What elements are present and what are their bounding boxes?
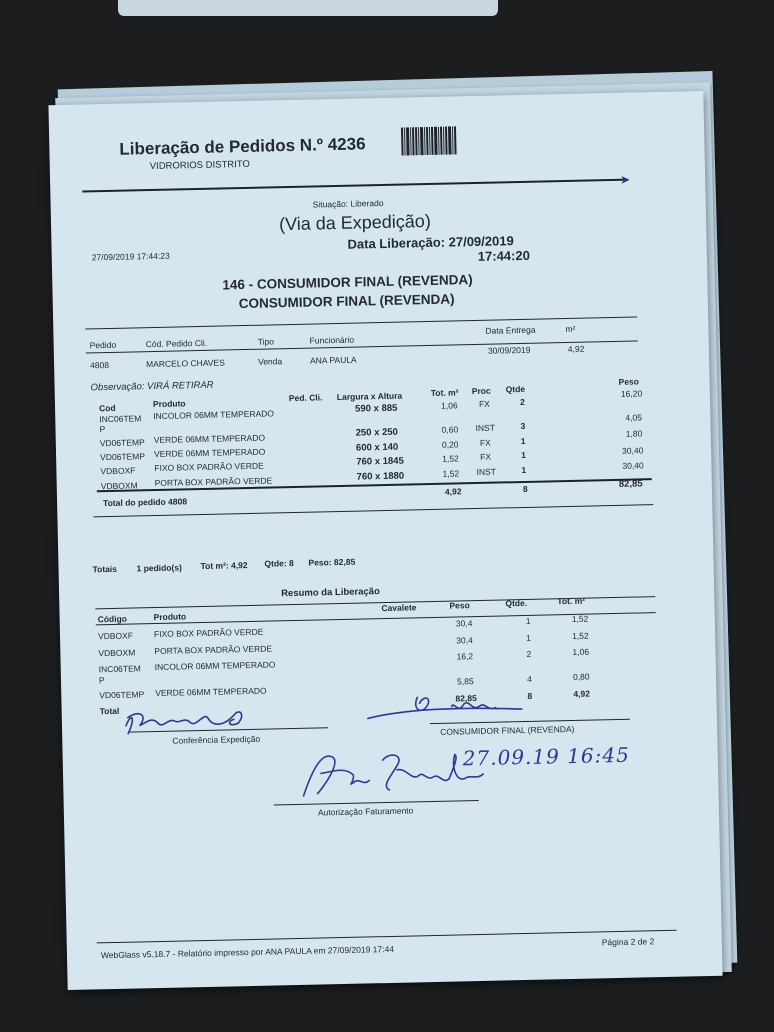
observacao: Observação: VIRÁ RETIRAR [90, 379, 214, 394]
resumo-row-tot-m2: 1,52 [572, 630, 589, 641]
row-dim: 600 x 140 [355, 441, 399, 454]
document-title: Liberação de Pedidos N.º 4236 [119, 134, 366, 159]
divider [85, 316, 637, 329]
resumo-row-codigo: VDBOXF [97, 630, 134, 642]
resumo-row-peso: 30,4 [456, 635, 473, 646]
items-total-label: Total do pedido 4808 [103, 496, 188, 509]
row-tot-m2: 1,52 [442, 453, 459, 464]
resumo-col-peso: Peso [449, 600, 470, 611]
totals-qtde: Qtde: 8 [264, 558, 294, 569]
col-ped-cli: Ped. Cli. [288, 392, 323, 404]
row-proc: FX [480, 451, 492, 462]
row-dim: 760 x 1845 [356, 455, 404, 468]
resumo-row-produto: INCOLOR 06MM TEMPERADO [154, 659, 276, 673]
row-proc: INST [475, 422, 496, 434]
value-cod-pedido-cli: MARCELO CHAVES [145, 357, 225, 370]
resumo-total-qtde: 8 [527, 690, 533, 701]
resumo-row-qtde: 4 [526, 673, 532, 684]
resumo-row-codigo: VDBOXM [98, 647, 136, 659]
label-conferencia-expedicao: Conferência Expedição [172, 733, 261, 746]
row-qtde: 2 [519, 396, 525, 408]
data-liberacao: Data Liberação: 27/09/2019 [347, 233, 514, 252]
signature-conferencia [121, 697, 272, 740]
situacao: Situação: Liberado [312, 197, 384, 210]
footer-divider [97, 930, 677, 944]
items-total-m2: 4,92 [444, 486, 462, 497]
resumo-col-codigo: Código [97, 613, 128, 625]
row-tot-m2: 1,06 [440, 400, 458, 411]
label-cod-pedido-cli: Cód. Pedido Cli. [145, 337, 208, 350]
resumo-col-tot-m2: Tot. m² [557, 595, 586, 607]
row-tot-m2: 0,20 [441, 439, 459, 450]
resumo-total-peso: 82,85 [455, 693, 477, 704]
row-qtde: 1 [520, 435, 526, 447]
row-proc: FX [478, 398, 491, 409]
resumo-row-peso: 16,2 [456, 651, 474, 662]
client-line-1: 146 - CONSUMIDOR FINAL (REVENDA) [222, 272, 473, 293]
data-liberacao-time: 17:44:20 [477, 247, 531, 264]
handwritten-date: 27.09.19 16:45 [462, 742, 631, 771]
value-tipo: Venda [257, 356, 283, 367]
resumo-row-peso: 30,4 [455, 618, 473, 629]
row-peso: 1,80 [625, 428, 643, 439]
signature-autorizacao [293, 744, 494, 808]
company-name: VIDRORIOS DISTRITO [149, 158, 251, 173]
label-tipo: Tipo [257, 336, 274, 347]
row-qtde: 1 [521, 449, 527, 461]
row-dim: 250 x 250 [355, 426, 399, 439]
label-pedido: Pedido [89, 339, 117, 351]
row-peso: 16,20 [620, 388, 643, 399]
col-qtde: Qtde [505, 383, 526, 395]
background-paper-strip [118, 0, 498, 16]
resumo-row-qtde: 1 [525, 615, 531, 626]
row-tot-m2: 0,60 [441, 424, 459, 435]
resumo-row-produto: FIXO BOX PADRÃO VERDE [153, 626, 264, 640]
row-produto: INCOLOR 06MM TEMPERADO [153, 408, 275, 422]
resumo-row-produto: PORTA BOX PADRÃO VERDE [154, 643, 273, 657]
client-line-2: CONSUMIDOR FINAL (REVENDA) [238, 291, 455, 312]
value-funcionario: ANA PAULA [309, 354, 357, 366]
label-m2: m² [565, 323, 576, 335]
col-produto: Produto [152, 398, 186, 410]
via-expedicao: (Via da Expedição) [278, 210, 432, 235]
value-data-entrega: 30/09/2019 [487, 344, 531, 356]
col-largura-altura: Largura x Altura [336, 390, 403, 403]
totals-peso: Peso: 82,85 [308, 556, 356, 568]
totals-label: Totais [92, 563, 118, 575]
items-total-peso: 82,85 [618, 478, 643, 490]
row-cod: INC06TEM [99, 413, 142, 425]
row-produto: VERDE 06MM TEMPERADO [153, 432, 266, 446]
footer-left: WebGlass v5.18.7 - Relatório impresso por ANA PAULA em 27/09/2019 17:44 [100, 943, 395, 961]
row-dim: 590 x 885 [355, 402, 398, 415]
resumo-row-codigo-cont: P [98, 675, 105, 686]
row-produto: PORTA BOX PADRÃO VERDE [154, 475, 273, 489]
document-page [48, 91, 722, 990]
row-cod: VD06TEMP [99, 437, 145, 449]
resumo-row-qtde: 1 [526, 632, 532, 643]
row-produto: VERDE 06MM TEMPERADO [153, 446, 266, 460]
row-peso: 4,05 [625, 412, 643, 423]
arrow-icon: ➤ [620, 172, 631, 187]
resumo-row-tot-m2: 1,52 [571, 613, 589, 624]
row-produto: FIXO BOX PADRÃO VERDE [154, 460, 264, 474]
row-peso: 30,40 [621, 445, 644, 456]
resumo-col-qtde: Qtde. [505, 597, 528, 609]
row-qtde: 1 [521, 464, 527, 476]
row-qtde: 3 [520, 420, 526, 432]
resumo-row-qtde: 2 [526, 648, 532, 659]
row-tot-m2: 1,52 [442, 468, 460, 479]
row-dim: 760 x 1880 [356, 470, 405, 483]
row-proc: INST [476, 466, 497, 477]
row-cod: VDBOXF [100, 465, 136, 477]
col-tot-m2: Tot. m² [430, 387, 459, 398]
totals-pedidos: 1 pedido(s) [136, 562, 182, 574]
resumo-col-cavalete: Cavalete [381, 602, 417, 614]
value-pedido: 4808 [90, 359, 110, 371]
resumo-row-tot-m2: 0,80 [572, 671, 590, 682]
print-datetime: 27/09/2019 17:44:23 [91, 250, 170, 263]
resumo-title: Resumo da Liberação [281, 586, 380, 600]
row-proc: FX [479, 437, 491, 448]
label-data-entrega: Data Entrega [485, 324, 536, 336]
col-peso: Peso [618, 376, 640, 387]
header-divider [82, 179, 627, 193]
resumo-row-codigo: INC06TEM [98, 663, 141, 675]
resumo-row-codigo: VD06TEMP [99, 689, 145, 701]
row-peso: 30,40 [622, 460, 644, 471]
label-funcionario: Funcionário [309, 334, 355, 346]
items-total-qtde: 8 [522, 483, 528, 494]
value-m2: 4,92 [567, 343, 585, 354]
footer-page-number: Página 2 de 2 [601, 936, 655, 948]
col-proc: Proc [471, 385, 491, 397]
label-consumidor-final: CONSUMIDOR FINAL (REVENDA) [440, 723, 575, 737]
col-cod: Cod [98, 402, 116, 414]
signature-consumidor [361, 685, 532, 725]
resumo-row-tot-m2: 1,06 [572, 646, 590, 657]
resumo-total-label: Total [99, 705, 120, 717]
label-autorizacao-faturamento: Autorização Faturamento [317, 805, 414, 818]
resumo-col-produto: Produto [153, 611, 187, 623]
totals-tot-m2: Tot m²: 4,92 [200, 560, 248, 572]
resumo-row-produto: VERDE 06MM TEMPERADO [155, 685, 267, 699]
resumo-total-tot-m2: 4,92 [573, 688, 591, 699]
resumo-row-peso: 5,85 [456, 676, 474, 687]
barcode [401, 126, 457, 155]
row-cod-cont: P [99, 424, 106, 435]
row-cod: VDBOXM [100, 480, 138, 492]
row-cod: VD06TEMP [100, 451, 146, 463]
